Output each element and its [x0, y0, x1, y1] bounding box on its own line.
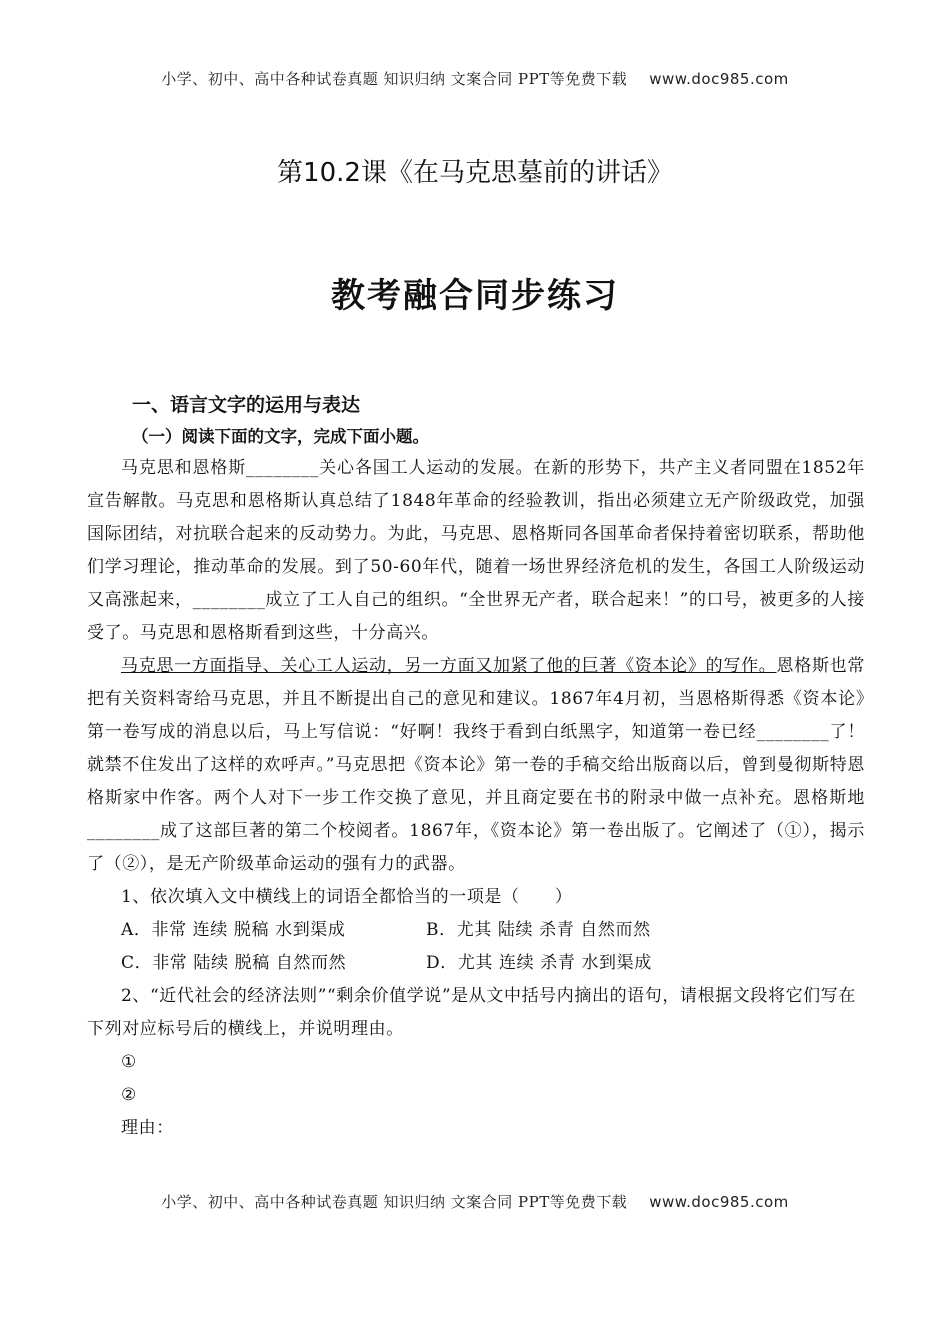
options-row-1	[121, 914, 865, 947]
option-b[interactable]: B．尤其 陆续 杀青 自然而然	[426, 920, 651, 940]
question-1: 1、依次填入文中横线上的词语全都恰当的一项是（ ）	[121, 887, 573, 907]
header-text: 小学、初中、高中各种试卷真题 知识归纳 文案合同 PPT等免费下载	[161, 70, 628, 88]
reading-paragraph-2	[87, 650, 865, 881]
option-c[interactable]: C．非常 陆续 脱稿 自然而然	[121, 953, 347, 973]
page-footer	[0, 1191, 950, 1212]
reading-paragraph-1: 马克思和恩格斯________关心各国工人运动的发展。在新的形势下，共产主义者同盟在1852年宣告解散。马克思和恩格斯认真总结了1848年革命的经验教训，指出必须建立无产阶级政党，加强国际团结，对抗联合起来的反动势力。为此，马克思、恩格斯同各国革命者保持着密切联系，帮助他们学习理论，推动革命的发展。到了50-60年代，随着一场世界经济危机的发生，各国工人阶级运动又高涨起来，________成立了工人自己的组织。“全世界无产者，联合起来！”的口号，被更多的人接受了。马克思和恩格斯看到这些，十分高兴。	[87, 458, 865, 643]
footer-text: 小学、初中、高中各种试卷真题 知识归纳 文案合同 PPT等免费下载	[161, 1193, 628, 1211]
lesson-title: 第10.2课《在马克思墓前的讲话》	[277, 158, 673, 188]
underlined-sentence: 马克思一方面指导、关心工人运动，另一方面又加紧了他的巨著《资本论》的写作。	[121, 656, 777, 676]
subsection-heading: （一）阅读下面的文字，完成下面小题。	[132, 427, 429, 446]
document-body	[87, 388, 865, 1145]
answer-blank-1: ①	[121, 1052, 137, 1072]
question-2: 2、“近代社会的经济法则”“剩余价值学说”是从文中括号内摘出的语句，请根据文段将它们写在下列对应标号后的横线上，并说明理由。	[87, 986, 856, 1039]
answer-blank-2: ②	[121, 1085, 137, 1105]
reason-label: 理由：	[121, 1118, 174, 1138]
paragraph-2-rest: 恩格斯也常把有关资料寄给马克思，并且不断提出自己的意见和建议。1867年4月初，当恩格斯得悉《资本论》第一卷写成的消息以后，马上写信说：“好啊！我终于看到白纸黑字，知道第一卷已经________了！就禁不住发出了这样的欢呼声。”马克思把《资本论》第一卷的手稿交给出版商以后，曾到曼彻斯特恩格斯家中作客。两个人对下一步工作交换了意见，并且商定要在书的附录中做一点补充。恩格斯地________成了这部巨著的第二个校阅者。1867年，《资本论》第一卷出版了。它阐述了（①），揭示了（②），是无产阶级革命运动的强有力的武器。	[87, 656, 865, 874]
option-d[interactable]: D．尤其 连续 杀青 水到渠成	[426, 953, 652, 973]
header-url[interactable]: www.doc985.com	[649, 70, 789, 88]
footer-url[interactable]: www.doc985.com	[649, 1193, 789, 1211]
page-header	[0, 68, 950, 89]
section-heading: 一、语言文字的运用与表达	[132, 394, 361, 416]
options-row-2	[121, 947, 865, 980]
option-a[interactable]: A．非常 连续 脱稿 水到渠成	[121, 920, 346, 940]
main-title: 教考融合同步练习	[331, 276, 619, 316]
